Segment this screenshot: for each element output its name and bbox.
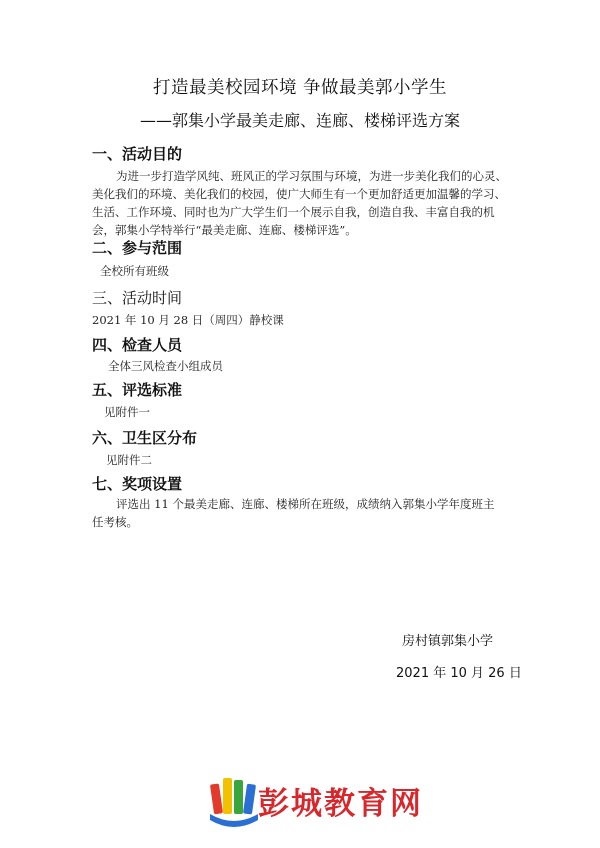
paragraph-line: 评选出 11 个最美走廊、连廊、楼梯所在班级，成绩纳入郭集小学年度班主 bbox=[116, 497, 495, 511]
section-heading-awards: 七、奖项设置 bbox=[92, 475, 183, 493]
section-body-inspectors: 全体三风检查小组成员 bbox=[108, 359, 223, 373]
section-body-distribution: 见附件二 bbox=[106, 453, 152, 467]
section-heading-inspectors: 四、检查人员 bbox=[92, 336, 183, 354]
section-body-awards bbox=[92, 495, 520, 531]
section-body-criteria: 见附件一 bbox=[104, 405, 150, 419]
document-title: 打造最美校园环境 争做最美郭小学生 bbox=[152, 78, 448, 98]
document-subtitle: ——郭集小学最美走廊、连廊、楼梯评选方案 bbox=[139, 111, 460, 130]
paragraph-line: 任考核。 bbox=[92, 515, 138, 529]
signature-organization: 房村镇郭集小学 bbox=[402, 634, 494, 649]
paragraph-line: 为进一步打造学风纯、班风正的学习氛围与环境，为进一步美化我们的心灵、 bbox=[116, 169, 507, 183]
section-heading-distribution: 六、卫生区分布 bbox=[92, 429, 198, 447]
section-body-scope: 全校所有班级 bbox=[100, 264, 169, 278]
paragraph-line: 生活、工作环境、同时也为广大学生们一个展示自我，创造自我、丰富自我的机 bbox=[92, 205, 495, 219]
section-heading-time: 三、活动时间 bbox=[92, 289, 183, 307]
section-heading-purpose: 一、活动目的 bbox=[92, 145, 183, 163]
section-heading-scope: 二、参与范围 bbox=[92, 239, 183, 257]
signature-date: 2021 年 10 月 26 日 bbox=[396, 666, 522, 681]
section-heading-criteria: 五、评选标准 bbox=[92, 381, 183, 399]
paragraph-line: 美化我们的环境、美化我们的校园，使广大师生有一个更加舒适更加温馨的学习、 bbox=[92, 187, 506, 201]
section-body-purpose bbox=[92, 167, 520, 239]
section-body-time: 2021 年 10 月 28 日（周四）静校课 bbox=[92, 313, 284, 327]
paragraph-line: 会，郭集小学特举行“最美走廊、连廊、楼梯评选”。 bbox=[92, 223, 357, 237]
watermark-text: 彭城教育网 bbox=[258, 786, 423, 822]
